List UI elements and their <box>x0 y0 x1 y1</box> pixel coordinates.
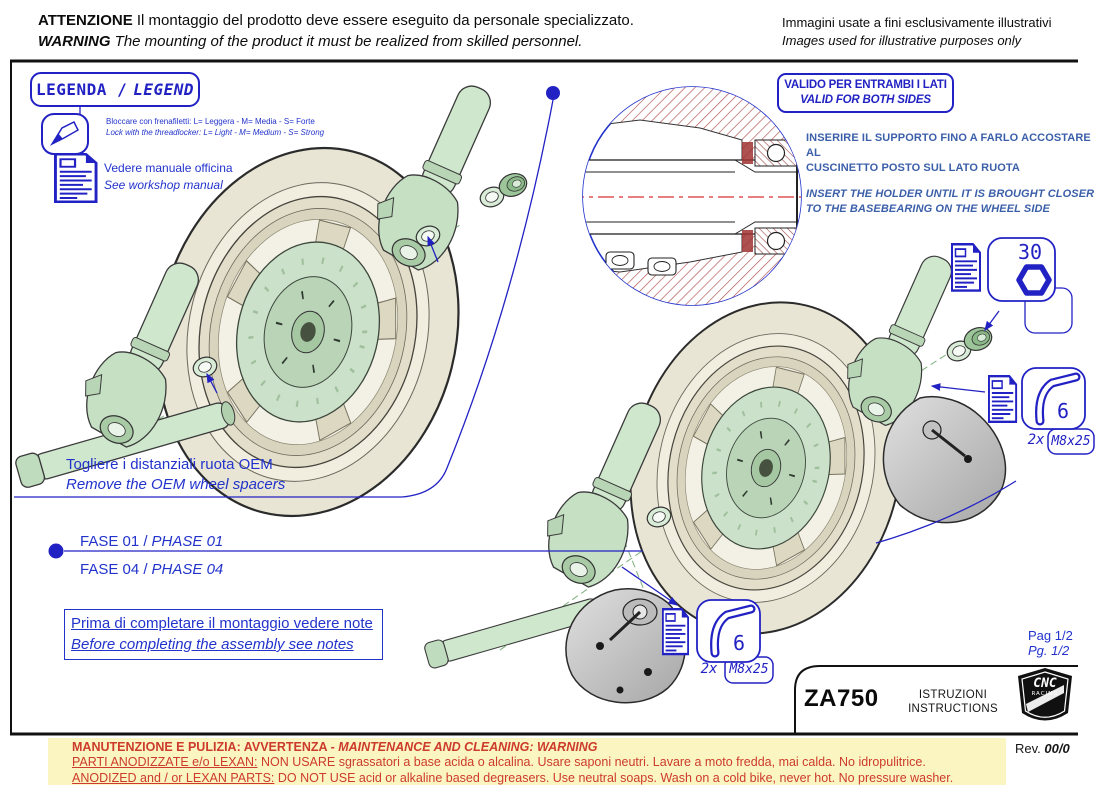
bolt-spec-bottom: M8x25 <box>729 662 769 677</box>
legend-title-box <box>30 72 200 107</box>
footer-line-2 <box>72 755 1006 770</box>
valid-it: VALIDO PER ENTRAMBI I LATI <box>784 79 947 91</box>
phase1-en: PHASE 01 <box>151 533 224 550</box>
manual-en: See workshop manual <box>104 178 223 192</box>
phase1-it: FASE 01 / <box>80 533 148 550</box>
warning-it-bold: ATTENZIONE <box>38 12 133 29</box>
images-note-en: Images used for illustrative purposes only <box>782 33 1022 48</box>
insert-it-1: INSERIRE IL SUPPORTO FINO A FARLO ACCOSTARE AL <box>806 132 1091 159</box>
footer-l3-text: DO NOT USE acid or alkaline based degreasers. Use neutral soaps. Wash on a cold bike, never hot. No pressure washer. <box>274 770 954 785</box>
header-warning <box>38 10 634 52</box>
warning-it-text: Il montaggio del prodotto deve essere eseguito da personale specializzato. <box>136 12 634 29</box>
rev-value: 00/0 <box>1044 741 1070 756</box>
workshop-manual-icon <box>55 154 96 202</box>
footer-l1-en: MAINTENANCE AND CLEANING: WARNING <box>338 740 598 754</box>
instructions-it: ISTRUZIONI <box>918 689 988 701</box>
bearing-detail-circle <box>568 86 816 308</box>
insert-en-2: TO THE BASEBEARING ON THE WHEEL SIDE <box>806 203 1050 215</box>
right-fender-illustration <box>883 397 1005 523</box>
legend-title-it: LEGENDA / <box>36 80 128 99</box>
warning-en-text: The mounting of the product it must be realized from skilled personnel. <box>114 33 583 50</box>
page-number <box>1028 628 1073 658</box>
rev-label: Rev. <box>1015 741 1041 756</box>
leader-dot-phase <box>49 544 64 559</box>
valid-both-sides-box <box>777 73 954 113</box>
valid-en: VALID FOR BOTH SIDES <box>800 94 931 106</box>
insert-holder-note <box>806 131 1106 217</box>
hexkey-size-right: 6 <box>1056 399 1070 423</box>
phase-01-label <box>80 533 223 550</box>
header-images-note <box>782 14 1052 50</box>
footer-l1-it: MANUTENZIONE E PULIZIA: AVVERTENZA - <box>72 740 339 754</box>
legend-threadlocker-text <box>106 116 324 138</box>
leader-dot-top <box>546 86 560 100</box>
phase4-en: PHASE 04 <box>151 561 224 578</box>
assembly-note-box <box>64 609 383 660</box>
document-icon <box>989 376 1016 422</box>
images-note-it: Immagini usate a fini esclusivamente illustrativi <box>782 15 1052 30</box>
document-icon <box>663 609 688 654</box>
product-code: ZA750 <box>804 685 879 712</box>
footer-l3-label: ANODIZED and / or LEXAN PARTS: <box>72 770 275 785</box>
threadlocker-it: Bloccare con frenafiletti: L= Leggera - M= Media - S= Forte <box>106 117 315 126</box>
manual-it: Vedere manuale officina <box>104 161 233 175</box>
footer-l2-label: PARTI ANODIZZATE e/o LEXAN: <box>72 755 258 770</box>
revision <box>1015 741 1070 756</box>
page-en: Pg. 1/2 <box>1028 643 1070 658</box>
page-it: Pag 1/2 <box>1028 628 1073 643</box>
logo-text-racing: RACING <box>1031 691 1059 697</box>
note-en: Before completing the assembly see notes <box>71 636 354 653</box>
instructions-label <box>888 688 1018 716</box>
remove-spacers-it: Togliere i distanziali ruota OEM <box>66 456 273 473</box>
logo-text-cnc: CNC <box>1033 676 1057 691</box>
hex-nut-icon <box>1019 267 1049 293</box>
cnc-racing-logo <box>1018 668 1072 721</box>
threadlocker-en: Lock with the threadlocker: L= Light - M= Medium - S= Strong <box>106 128 325 137</box>
qty-right: 2x <box>1027 432 1045 448</box>
legend-title-en: LEGEND <box>133 80 194 99</box>
document-icon <box>952 244 980 290</box>
legend-manual-text <box>104 160 233 194</box>
warning-en-bold: WARNING <box>38 33 111 50</box>
insert-it-2: CUSCINETTO POSTO SUL LATO RUOTA <box>806 162 1020 174</box>
remove-spacers-label <box>66 455 285 495</box>
phase4-it: FASE 04 / <box>80 561 148 578</box>
hexkey-size-bottom: 6 <box>732 631 746 655</box>
bolt-spec-right: M8x25 <box>1051 434 1091 449</box>
qty-bottom: 2x <box>700 661 718 677</box>
insert-en-1: INSERT THE HOLDER UNTIL IT IS BROUGHT CLOSER <box>806 188 1095 200</box>
nut-size-value: 30 <box>1017 240 1043 264</box>
instructions-en: INSTRUCTIONS <box>908 703 998 715</box>
footer-l2-text: NON USARE sgrassatori a base acida o alcalina. Usare saponi neutri. Lavare a moto fredda, mai calda. No idropulitrice. <box>257 755 926 770</box>
footer-line-1 <box>72 740 1006 755</box>
note-it: Prima di completare il montaggio vedere note <box>71 615 373 632</box>
footer-line-3 <box>72 771 1006 786</box>
threadlocker-pen-icon <box>42 114 88 154</box>
phase-04-label <box>80 561 223 578</box>
maintenance-warning-strip <box>48 738 1006 785</box>
remove-spacers-en: Remove the OEM wheel spacers <box>66 476 286 493</box>
